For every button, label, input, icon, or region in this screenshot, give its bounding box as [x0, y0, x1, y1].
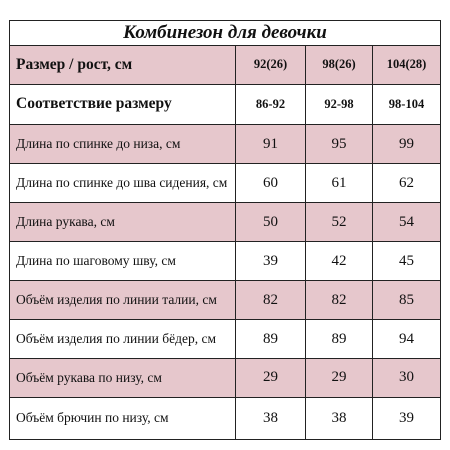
size-header-cell: 98(26)	[306, 45, 373, 84]
row-value: 38	[236, 397, 306, 439]
row-value: 89	[306, 320, 373, 359]
row-value: 99	[373, 125, 441, 164]
table-row	[10, 164, 441, 203]
row-label: Объём рукава по низу, см	[10, 359, 236, 398]
row-value: 29	[306, 359, 373, 398]
table-row	[10, 125, 441, 164]
row-label: Длина по спинке до низа, см	[10, 125, 236, 164]
row-value: 42	[306, 242, 373, 281]
row-value: 95	[306, 125, 373, 164]
row-value: 82	[236, 281, 306, 320]
row-value: 50	[236, 203, 306, 242]
row-value: 91	[236, 125, 306, 164]
row-value: 29	[236, 359, 306, 398]
table-row	[10, 242, 441, 281]
size-header-label: Размер / рост, см	[10, 45, 236, 84]
correspondence-label: Соответствие размеру	[10, 84, 236, 125]
row-value: 60	[236, 164, 306, 203]
row-label: Длина по шаговому шву, см	[10, 242, 236, 281]
row-label: Объём изделия по линии талии, см	[10, 281, 236, 320]
correspondence-cell: 86-92	[236, 84, 306, 125]
row-value: 52	[306, 203, 373, 242]
correspondence-row	[10, 84, 441, 125]
row-label: Объём брючин по низу, см	[10, 397, 236, 439]
table-row	[10, 281, 441, 320]
size-chart-table	[9, 20, 441, 440]
row-value: 94	[373, 320, 441, 359]
row-value: 62	[373, 164, 441, 203]
table-row	[10, 320, 441, 359]
row-value: 54	[373, 203, 441, 242]
table-row	[10, 203, 441, 242]
row-value: 39	[236, 242, 306, 281]
row-value: 38	[306, 397, 373, 439]
row-value: 30	[373, 359, 441, 398]
row-label: Объём изделия по линии бёдер, см	[10, 320, 236, 359]
row-value: 45	[373, 242, 441, 281]
size-header-cell: 104(28)	[373, 45, 441, 84]
row-value: 61	[306, 164, 373, 203]
size-header-cell: 92(26)	[236, 45, 306, 84]
row-value: 39	[373, 397, 441, 439]
table-row	[10, 397, 441, 439]
row-value: 85	[373, 281, 441, 320]
size-header-row	[10, 45, 441, 84]
table-title: Комбинезон для девочки	[10, 21, 441, 46]
row-value: 82	[306, 281, 373, 320]
title-row	[10, 21, 441, 46]
correspondence-cell: 98-104	[373, 84, 441, 125]
correspondence-cell: 92-98	[306, 84, 373, 125]
table-row	[10, 359, 441, 398]
row-label: Длина рукава, см	[10, 203, 236, 242]
row-label: Длина по спинке до шва сидения, см	[10, 164, 236, 203]
row-value: 89	[236, 320, 306, 359]
